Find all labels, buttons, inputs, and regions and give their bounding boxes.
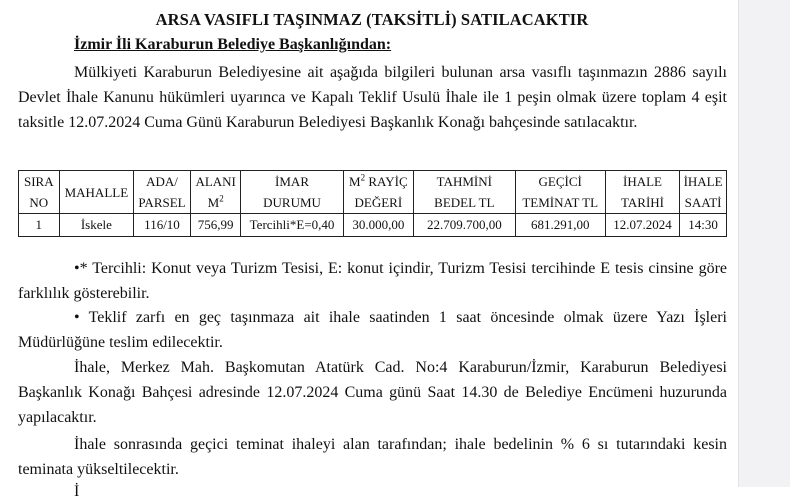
col-ada-parsel: ADA/ PARSEL [134,171,191,214]
table-row [19,214,727,237]
note-teklif-zarfi: • Teklif zarfı en geç taşınmaza ait ihale saatinden 1 saat öncesinde olmak üzere Yazı İşleri Müdürlüğüne teslim edilecektir. [18,309,727,351]
col-ihale-tarihi: İHALE TARİHİ [605,171,679,214]
cell-mahalle: İskele [59,214,134,237]
cell-ihale-tarihi: 12.07.2024 [605,214,679,237]
cell-rayic-degeri: 30.000,00 [343,214,414,237]
cell-ada-parsel: 116/10 [134,214,191,237]
cell-tahmini-bedel: 22.709.700,00 [414,214,515,237]
col-sira: SIRA NO [19,171,60,214]
cell-ihale-saati: 14:30 [680,214,727,237]
page-title: ARSA VASIFLI TAŞINMAZ (TAKSİTLİ) SATILACAKTIR [155,10,589,29]
intro-paragraph: Mülkiyeti Karaburun Belediyesine ait aşağıda bilgileri bulunan arsa vasıflı taşınmazın 2886 sayılı Devlet İhale Kanunu hükümleri uyarınca ve Kapalı Teklif Usulü İhale ile 1 peşin olmak üzere toplam 4 eşit taksitle 12.07.2024 Cuma Günü Karaburun Belediyesi Başkanlık Konağı bahçesinde satılacaktır. [18,64,727,131]
issuer-heading: İzmir İli Karaburun Belediye Başkanlığından: [74,36,392,53]
note-tercihli: •* Tercihli: Konut veya Turizm Tesisi, E: konut içindir, Turizm Tesisi tercihinde E tesis cinsine göre farklılık gösterebilir. [18,260,727,302]
col-tahmini-bedel: TAHMİNİ BEDEL TL [414,171,515,214]
col-ihale-saati: İHALE SAATİ [680,171,727,214]
col-imar-durumu: İMAR DURUMU [241,171,343,214]
auction-table [18,170,727,237]
cut-off-line: İ [74,483,80,500]
page-margin-strip [738,0,790,487]
venue-paragraph: İhale, Merkez Mah. Başkomutan Atatürk Cad. No:4 Karaburun/İzmir, Karaburun Belediyesi Başkanlık Konağı Bahçesi adresinde 12.07.2024 Cuma günü Saat 14.30 de Belediye Encümeni huzurunda yapılacaktır. [18,359,727,426]
guarantee-paragraph: İhale sonrasında geçici teminat ihaleyi alan tarafından; ihale bedelinin % 6 sı tutarındaki kesin teminata yükseltilecektir. [18,436,727,478]
col-alani: ALANI $M^2$ [190,171,241,214]
col-gecici-teminat: GEÇİCİ TEMİNAT TL [515,171,605,214]
cell-alani: 756,99 [190,214,241,237]
cell-imar-durumu: Tercihli*E=0,40 [241,214,343,237]
cell-gecici-teminat: 681.291,00 [515,214,605,237]
col-rayic-degeri: $M^2$ RAYİÇ DEĞERİ [343,171,414,214]
table-header-row [19,171,727,214]
col-mahalle: MAHALLE [59,171,134,214]
cell-sira: 1 [19,214,60,237]
